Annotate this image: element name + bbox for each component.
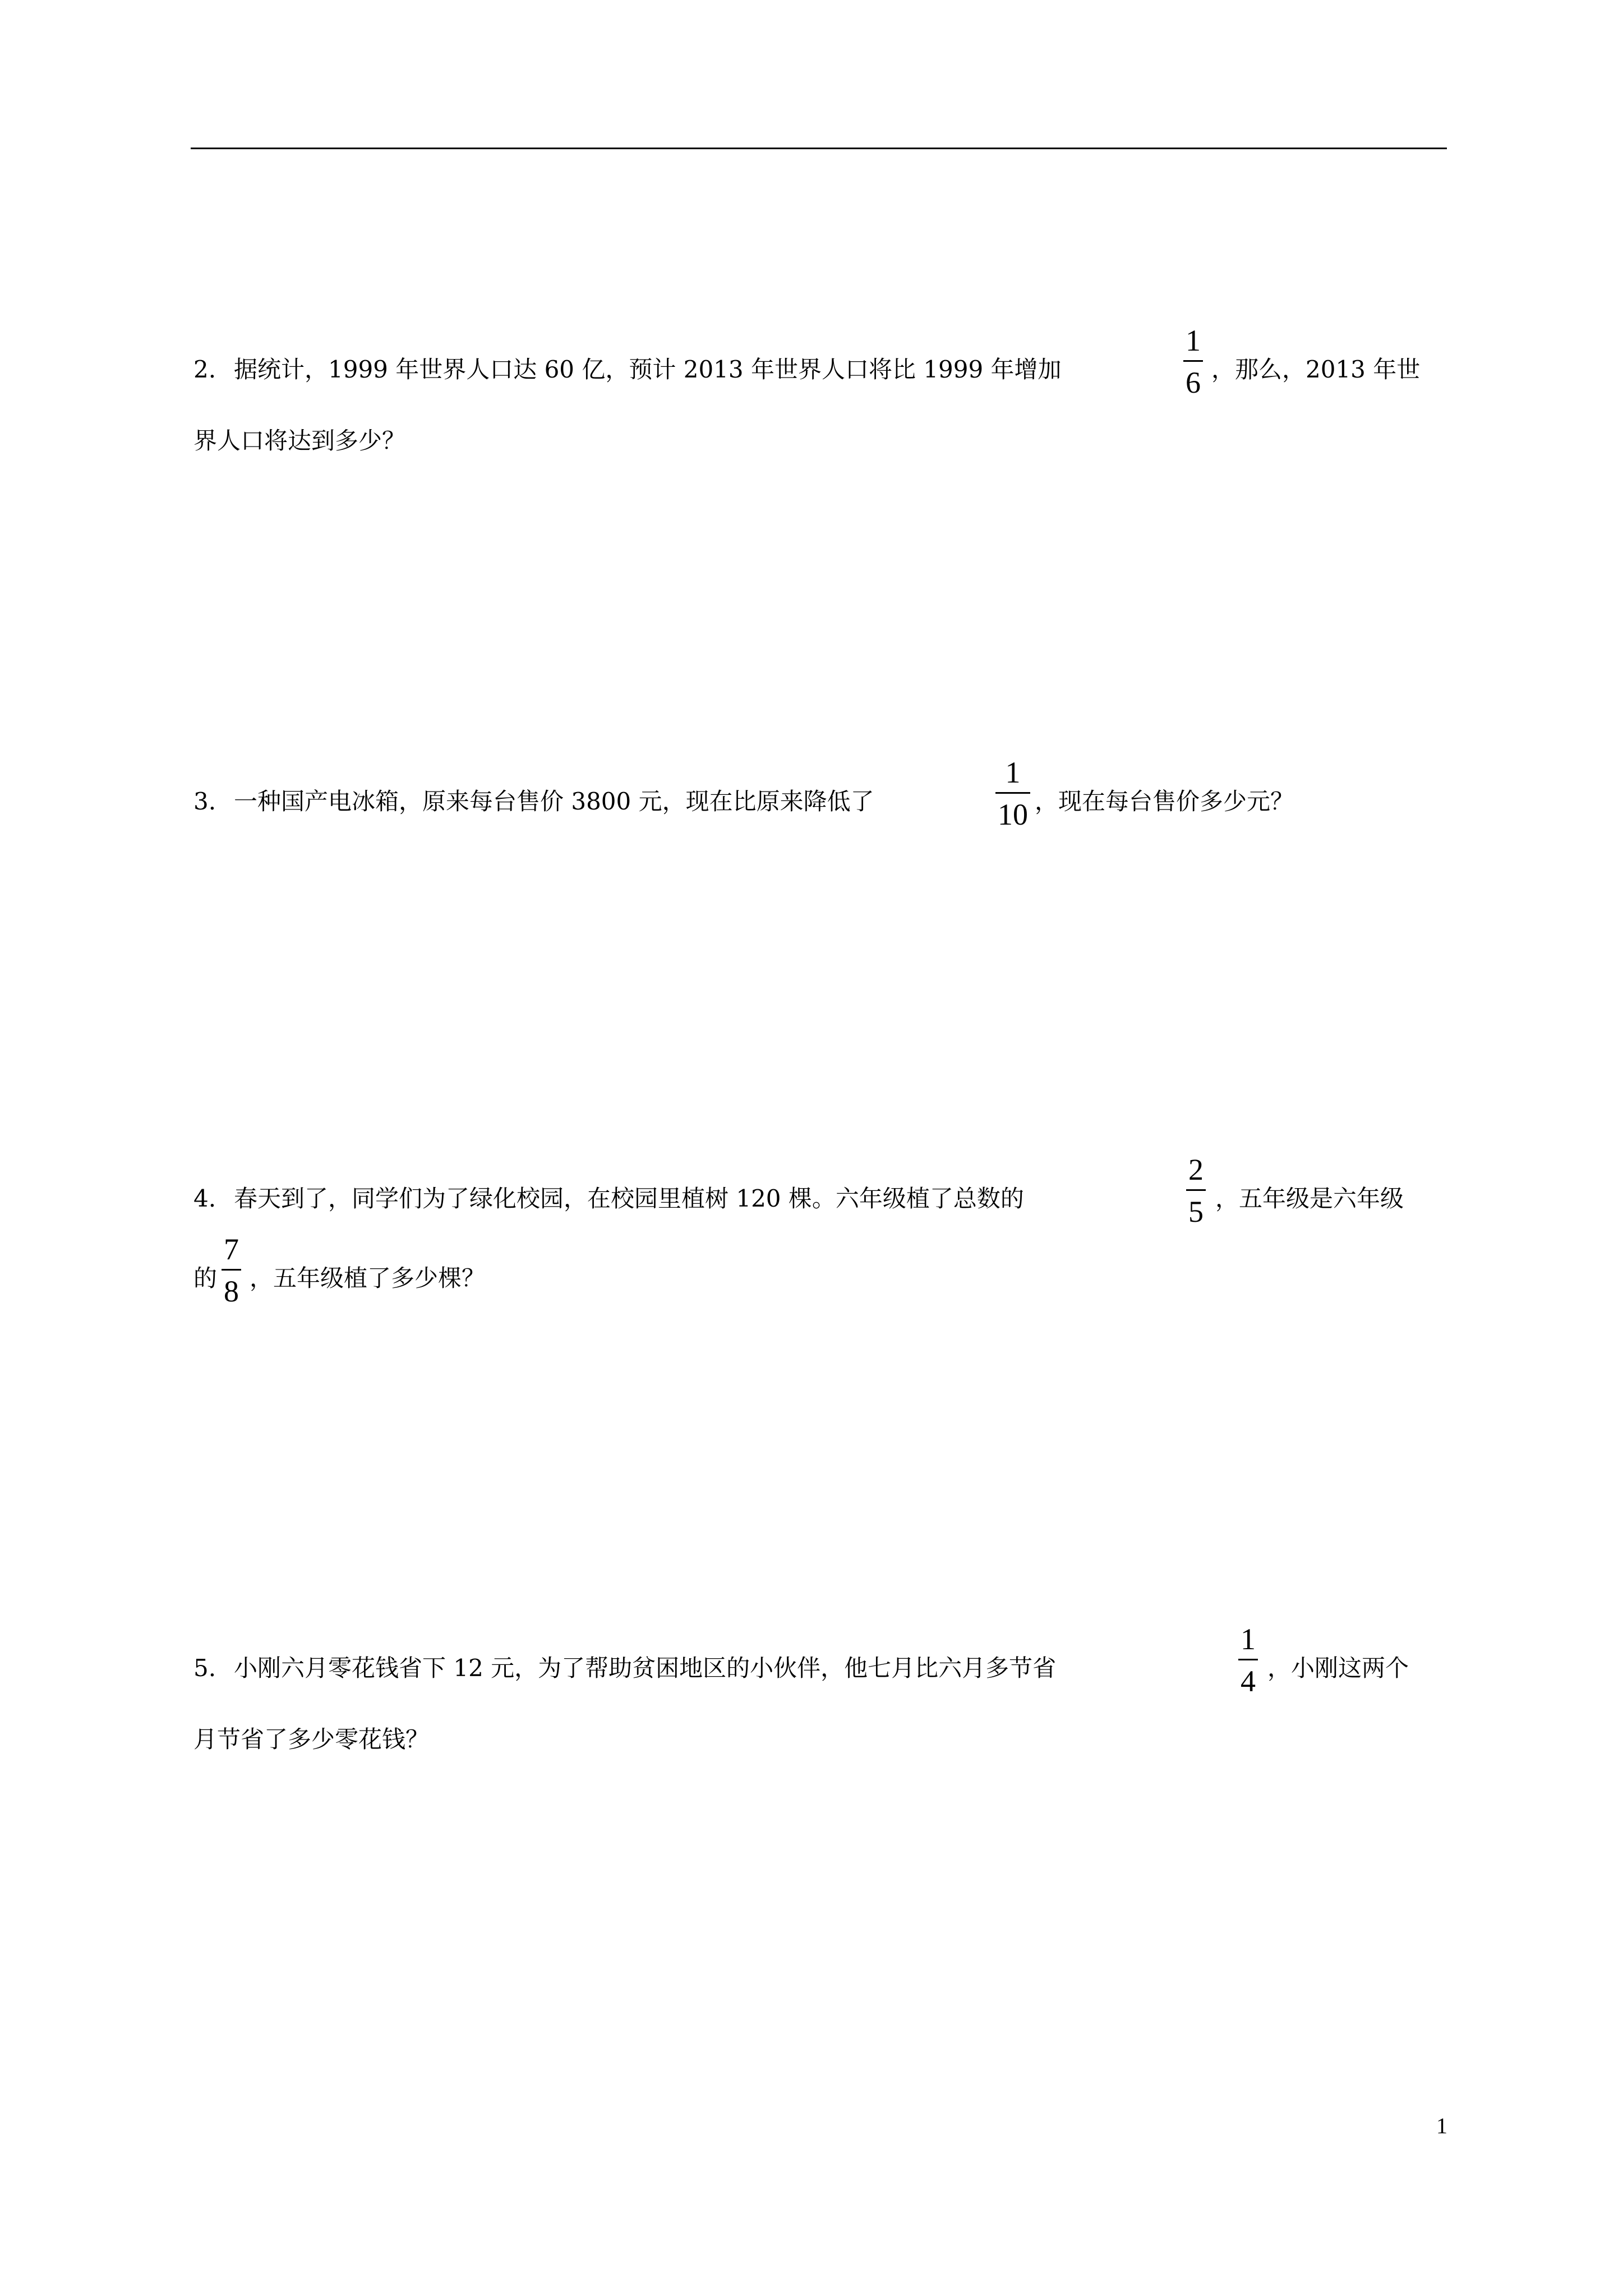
question-line: [193, 790, 874, 813]
header-rule: [191, 148, 1447, 149]
question-number: 5.: [193, 1654, 216, 1682]
fraction-numerator: 1: [1186, 324, 1201, 357]
fraction-bar: [1238, 1659, 1258, 1660]
fraction: [1186, 1154, 1206, 1227]
question-number: 3.: [193, 788, 216, 815]
fraction-bar: [1186, 1189, 1206, 1191]
fraction-numerator: 7: [224, 1232, 239, 1266]
question-text-tail: ，那么，2013 年世: [1211, 356, 1421, 383]
question-text: 小刚六月零花钱省下 12 元，为了帮助贫困地区的小伙伴，他七月比六月多节省: [234, 1654, 1057, 1682]
question-line: [193, 358, 1062, 381]
fraction: [1238, 1624, 1258, 1696]
fraction-numerator: 1: [1005, 756, 1021, 789]
question-text: 一种国产电冰箱，原来每台售价 3800 元，现在比原来降低了: [234, 788, 874, 815]
fraction-numerator: 2: [1188, 1153, 1204, 1186]
page-number: 1: [1436, 2113, 1447, 2138]
question-text-line2: 界人口将达到多少？: [193, 427, 406, 454]
fraction-numerator: 1: [1241, 1622, 1256, 1656]
fraction-denominator: 4: [1241, 1664, 1256, 1698]
question-line: [193, 1187, 1024, 1211]
question-number: 4.: [193, 1185, 216, 1212]
fraction: [1183, 325, 1203, 398]
question-text-tail: ，现在每台售价多少元？: [1035, 788, 1294, 815]
fraction-denominator: 8: [224, 1274, 239, 1308]
fraction-denominator: 10: [998, 798, 1028, 831]
question-number: 2.: [193, 356, 216, 383]
fraction-bar: [222, 1269, 241, 1271]
question-text-tail: ，五年级是六年级: [1215, 1185, 1404, 1212]
question-text-tail: ，小刚这两个: [1267, 1654, 1409, 1682]
question-line: [193, 1654, 1057, 1682]
fraction-bar: [995, 792, 1030, 794]
fraction-denominator: 5: [1188, 1195, 1204, 1228]
question-text-line2-end: ，五年级植了多少棵？: [250, 1264, 486, 1292]
fraction-denominator: 6: [1186, 366, 1201, 399]
fraction: [222, 1234, 241, 1306]
question-text: 据统计，1999 年世界人口达 60 亿，预计 2013 年世界人口将比 1999 年增加: [234, 356, 1062, 383]
fraction: [995, 757, 1030, 830]
fraction-bar: [1183, 360, 1203, 362]
question-text-line2: 月节省了多少零花钱？: [193, 1726, 430, 1753]
question-text: 春天到了，同学们为了绿化校园，在校园里植树 120 棵。六年级植了总数的: [234, 1185, 1024, 1212]
question-text-line2-start: 的: [193, 1264, 218, 1292]
